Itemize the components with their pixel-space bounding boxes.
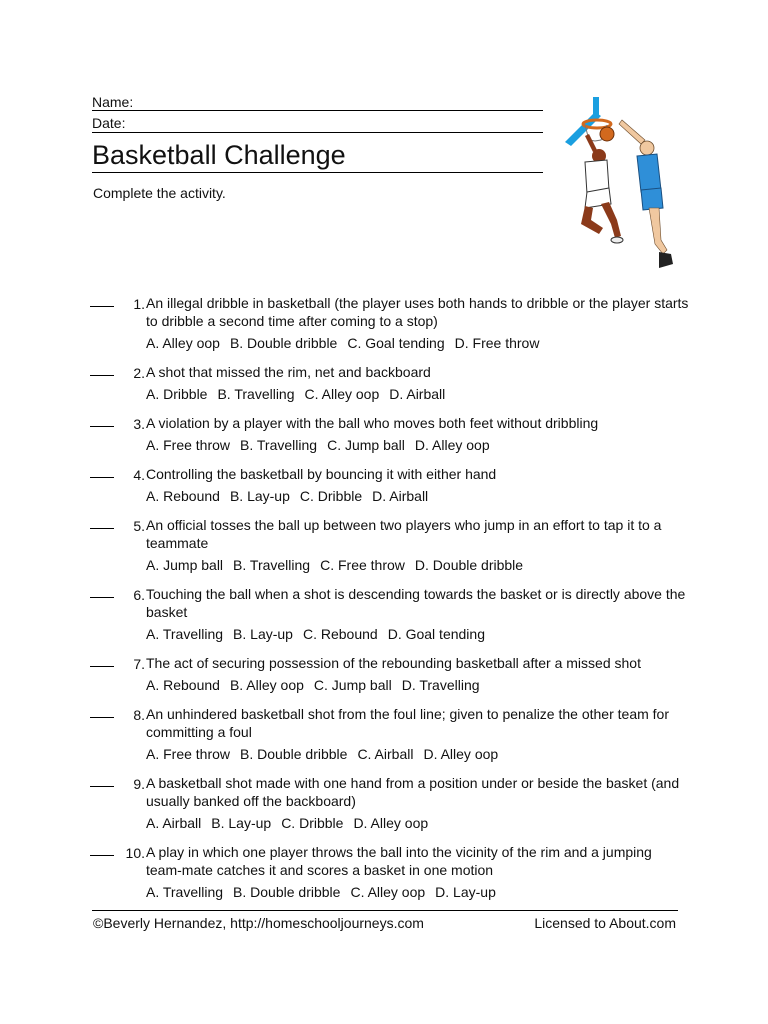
answer-option: D. Alley oop bbox=[423, 746, 499, 762]
question-list bbox=[90, 293, 690, 901]
answer-option: D. Free throw bbox=[454, 335, 540, 351]
footer-divider bbox=[92, 910, 678, 911]
answer-option: B. Lay-up bbox=[233, 626, 293, 642]
instructions-text: Complete the activity. bbox=[93, 185, 226, 201]
answer-options bbox=[146, 334, 690, 352]
question-item bbox=[90, 842, 690, 901]
basketball bbox=[600, 127, 614, 141]
question-body bbox=[146, 584, 690, 643]
question-item bbox=[90, 413, 690, 454]
question-text: A play in which one player throws the ball into the vicinity of the rim and a jumping team-mate catches it and scores a basket in one motion bbox=[146, 844, 652, 878]
answer-option: D. Double dribble bbox=[414, 557, 524, 573]
answer-option: C. Goal tending bbox=[347, 335, 445, 351]
answer-option: B. Alley oop bbox=[229, 677, 304, 693]
answer-option: C. Airball bbox=[357, 746, 414, 762]
question-number: 10. bbox=[125, 845, 145, 861]
player-two-leg bbox=[649, 208, 667, 254]
answer-options bbox=[146, 436, 690, 454]
question-text: A violation by a player with the ball who moves both feet without dribbling bbox=[146, 415, 599, 431]
name-field-line[interactable] bbox=[92, 94, 543, 111]
question-number: 1. bbox=[133, 296, 145, 312]
answer-option: C. Jump ball bbox=[313, 677, 392, 693]
question-text: Controlling the basketball by bouncing it with either hand bbox=[146, 466, 497, 482]
question-number: 3. bbox=[133, 416, 145, 432]
answer-option: A. Jump ball bbox=[146, 557, 224, 573]
question-body bbox=[146, 293, 690, 352]
question-text: An unhindered basketball shot from the foul line; given to penalize the other team for committing a foul bbox=[146, 706, 669, 740]
answer-option: A. Alley oop bbox=[146, 335, 220, 351]
player-two-arm bbox=[619, 120, 645, 144]
answer-option: C. Alley oop bbox=[304, 386, 380, 402]
answer-option: C. Jump ball bbox=[327, 437, 405, 453]
answer-option: B. Travelling bbox=[217, 386, 295, 402]
question-text: A basketball shot made with one hand from a position under or beside the basket (and usually banked off the backboard) bbox=[146, 775, 680, 809]
question-text: An official tosses the ball up between two players who jump in an effort to tap it to a teammate bbox=[146, 517, 662, 551]
answer-option: C. Rebound bbox=[302, 626, 378, 642]
question-item bbox=[90, 464, 690, 505]
answer-option: A. Rebound bbox=[146, 488, 220, 504]
answer-option: D. Airball bbox=[372, 488, 429, 504]
answer-option: A. Rebound bbox=[146, 677, 220, 693]
player-one-arm bbox=[585, 134, 597, 152]
question-text: An illegal dribble in basketball (the player uses both hands to dribble or the player starts to dribble a second time after coming to a stop) bbox=[146, 295, 689, 329]
answer-blank[interactable] bbox=[90, 426, 114, 427]
player-one-leg-left bbox=[581, 206, 603, 234]
answer-blank[interactable] bbox=[90, 375, 114, 376]
player-two-shoe bbox=[659, 252, 673, 268]
answer-options bbox=[146, 676, 690, 694]
question-body bbox=[146, 515, 690, 574]
question-number: 5. bbox=[133, 518, 145, 534]
question-number: 6. bbox=[133, 587, 145, 603]
question-item bbox=[90, 704, 690, 763]
answer-blank[interactable] bbox=[90, 306, 114, 307]
answer-option: C. Free throw bbox=[320, 557, 405, 573]
date-label: Date: bbox=[92, 115, 126, 131]
answer-blank[interactable] bbox=[90, 477, 114, 478]
answer-blank[interactable] bbox=[90, 666, 114, 667]
footer-license: Licensed to About.com bbox=[534, 915, 676, 931]
answer-options bbox=[146, 487, 690, 505]
answer-option: D. Airball bbox=[389, 386, 446, 402]
answer-options bbox=[146, 385, 690, 403]
date-field-line[interactable] bbox=[92, 115, 543, 133]
answer-option: A. Free throw bbox=[146, 437, 231, 453]
answer-blank[interactable] bbox=[90, 717, 114, 718]
answer-option: B. Lay-up bbox=[211, 815, 272, 831]
answer-option: C. Alley oop bbox=[350, 884, 426, 900]
player-one-leg-right bbox=[601, 202, 621, 238]
question-number: 2. bbox=[133, 365, 145, 381]
answer-option: B. Double dribble bbox=[229, 335, 338, 351]
answer-option: D. Alley oop bbox=[353, 815, 429, 831]
question-body bbox=[146, 704, 690, 763]
answer-option: D. Alley oop bbox=[414, 437, 490, 453]
answer-option: A. Travelling bbox=[146, 626, 224, 642]
answer-option: A. Dribble bbox=[146, 386, 208, 402]
answer-option: A. Travelling bbox=[146, 884, 224, 900]
answer-option: B. Travelling bbox=[233, 557, 311, 573]
question-number: 8. bbox=[133, 707, 145, 723]
answer-blank[interactable] bbox=[90, 786, 114, 787]
basketball-players-illustration bbox=[555, 94, 685, 272]
answer-blank[interactable] bbox=[90, 597, 114, 598]
answer-options bbox=[146, 556, 690, 574]
answer-option: B. Double dribble bbox=[240, 746, 348, 762]
answer-option: B. Lay-up bbox=[229, 488, 290, 504]
question-body bbox=[146, 413, 690, 454]
footer-copyright: ©Beverly Hernandez, http://homeschooljourneys.com bbox=[93, 915, 424, 931]
page-title: Basketball Challenge bbox=[92, 138, 543, 173]
question-item bbox=[90, 653, 690, 694]
player-two-shorts bbox=[641, 188, 663, 210]
question-number: 9. bbox=[133, 776, 145, 792]
player-two-jersey bbox=[637, 154, 661, 192]
player-one-shoe bbox=[611, 237, 623, 243]
question-item bbox=[90, 293, 690, 352]
answer-options bbox=[146, 745, 690, 763]
answer-options bbox=[146, 814, 690, 832]
question-item bbox=[90, 515, 690, 574]
name-label: Name: bbox=[92, 94, 134, 110]
answer-option: D. Goal tending bbox=[387, 626, 485, 642]
question-body bbox=[146, 464, 690, 505]
question-body bbox=[146, 362, 690, 403]
question-item bbox=[90, 362, 690, 403]
question-body bbox=[146, 773, 690, 832]
answer-option: D. Lay-up bbox=[435, 884, 496, 900]
answer-blank[interactable] bbox=[90, 528, 114, 529]
answer-option: A. Airball bbox=[146, 815, 202, 831]
answer-option: C. Dribble bbox=[281, 815, 344, 831]
question-body bbox=[146, 842, 690, 901]
question-item bbox=[90, 584, 690, 643]
answer-option: B. Travelling bbox=[240, 437, 318, 453]
answer-option: C. Dribble bbox=[299, 488, 363, 504]
question-text: The act of securing possession of the rebounding basketball after a missed shot bbox=[146, 655, 641, 671]
answer-option: D. Travelling bbox=[401, 677, 480, 693]
question-number: 7. bbox=[133, 656, 145, 672]
question-text: A shot that missed the rim, net and backboard bbox=[146, 364, 431, 380]
question-number: 4. bbox=[133, 467, 145, 483]
question-item bbox=[90, 773, 690, 832]
answer-option: B. Double dribble bbox=[233, 884, 341, 900]
question-text: Touching the ball when a shot is descending towards the basket or is directly above the basket bbox=[146, 586, 686, 620]
answer-options bbox=[146, 625, 690, 643]
question-body bbox=[146, 653, 690, 694]
answer-options bbox=[146, 883, 690, 901]
answer-option: A. Free throw bbox=[146, 746, 231, 762]
answer-blank[interactable] bbox=[90, 855, 114, 856]
